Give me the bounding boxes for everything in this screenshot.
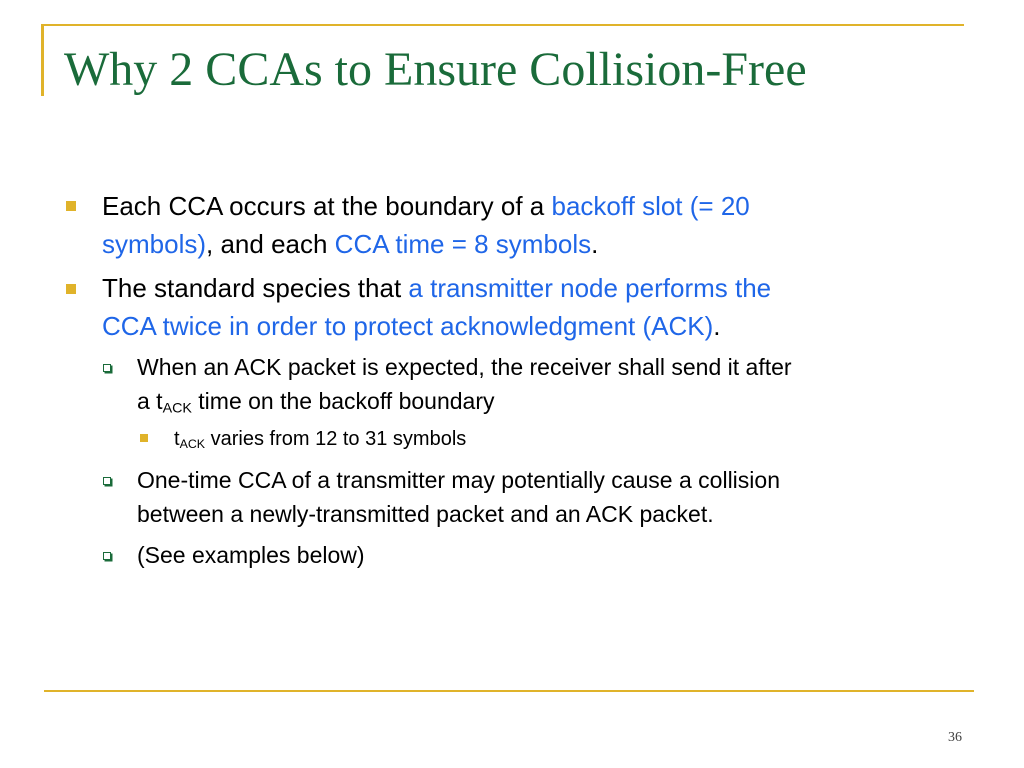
bullet-1-text-cont: , and each [206, 229, 335, 259]
bullet-2-text: The standard species that [102, 273, 409, 303]
ack-subscript: ACK [179, 437, 206, 452]
sub-sub-bullet-1 [174, 424, 466, 454]
bullet-1-highlight: backoff slot (= 20 [551, 191, 750, 221]
title-frame-top-rule [44, 24, 964, 26]
bullet-2-line-1 [102, 269, 771, 307]
sub-sub-bullet-text: t [174, 428, 180, 450]
bullet-1-text-end: . [591, 229, 599, 259]
sub-bullet-1-text: a t [137, 388, 163, 414]
sub-sub-bullet-text-end: varies from 12 to 31 symbols [205, 428, 467, 450]
sub-bullet-2-line-2: between a newly-transmitted packet and an ACK packet. [137, 501, 714, 527]
sub-bullet-1-text-end: time on the backoff boundary [191, 388, 495, 414]
ack-subscript: ACK [162, 400, 192, 417]
slide-title: Why 2 CCAs to Ensure Collision-Free [64, 43, 807, 96]
square-bullet-icon [66, 284, 76, 294]
footer-rule [44, 690, 974, 692]
bullet-1-highlight-2: CCA time = 8 symbols [334, 229, 592, 259]
bullet-2-line-2 [102, 307, 721, 345]
sub-bullet-1-line-2 [137, 384, 495, 418]
bullet-1-line-1 [102, 187, 750, 225]
sub-bullet-2-line-1: One-time CCA of a transmitter may potentially cause a collision [137, 467, 780, 493]
square-bullet-icon [66, 201, 76, 211]
page-number: 36 [948, 730, 962, 745]
hollow-box-bullet-icon [103, 364, 111, 372]
hollow-box-bullet-icon [103, 552, 111, 560]
sub-bullet-3-line-1: (See examples below) [137, 542, 365, 568]
bullet-2-text-end: . [713, 311, 721, 341]
bullet-1-text: Each CCA occurs at the boundary of a [102, 191, 552, 221]
title-frame-left-rule [41, 24, 44, 96]
bullet-2-highlight: a transmitter node performs the [408, 273, 772, 303]
square-bullet-icon [140, 434, 148, 442]
sub-bullet-1-line-1: When an ACK packet is expected, the receiver shall send it after [137, 354, 792, 380]
bullet-1-line-2 [102, 225, 598, 263]
hollow-box-bullet-icon [103, 477, 111, 485]
bullet-2-highlight-cont: CCA twice in order to protect acknowledgment (ACK) [102, 311, 714, 341]
bullet-1-highlight-cont: symbols) [102, 229, 207, 259]
